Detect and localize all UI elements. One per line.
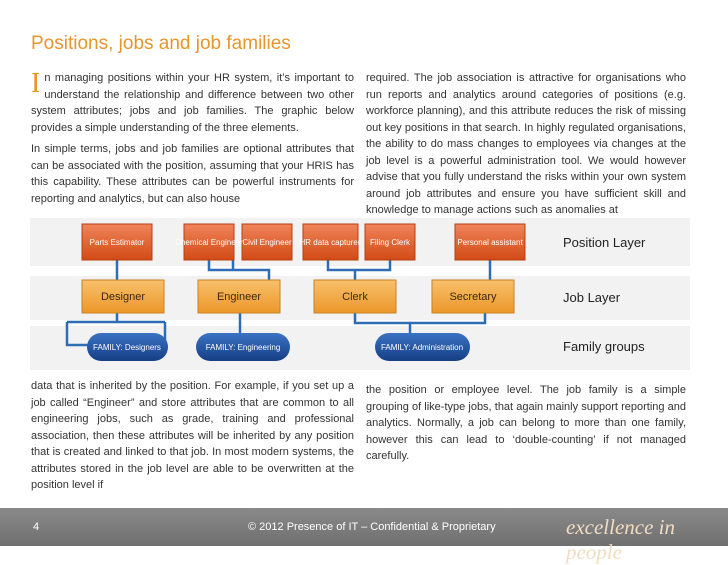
position-label: Civil Engineer: [242, 238, 292, 247]
paragraph: [31, 70, 354, 136]
layer-label-family: Family groups: [563, 339, 645, 354]
position-label: Parts Estimator: [89, 238, 145, 247]
paragraph: required. The job association is attractive for organisations who run reports and analytics around categories of positions (e.g. workforce planning), and this attribute reduces the risk of missing out key positions in that search. In highly regulated organisations, the ability to do mass changes to employees via changes at the job level is a powerful administration tool. We would however advise that you fully understand the risks within your own system around job attributes and ensure you have sufficient skill and knowledge to manage actions such as anomalies at: [366, 72, 686, 216]
page-title: Positions, jobs and job families: [31, 33, 291, 54]
paragraph: data that is inherited by the position. For example, if you set up a job called “Engineer” and store attributes that are common to all engineering jobs, such as grade, training and professional association, then these attributes will be inherited by any position that is created and linked to that job. In most modern systems, the attributes stored in the job level are able to be overwritten at the position level if: [31, 380, 354, 491]
job-label: Clerk: [342, 291, 368, 303]
layer-label-job: Job Layer: [563, 290, 621, 305]
position-job-family-diagram: [30, 218, 690, 370]
position-label: Chemical Engineer: [175, 238, 243, 247]
copyright-notice: © 2012 Presence of IT – Confidential & Proprietary: [248, 521, 496, 533]
drop-cap: I: [31, 68, 41, 99]
paragraph: the position or employee level. The job family is a simple grouping of like-type jobs, that again mainly support reporting and analytics. Normally, a job can belong to more than one family, however this can lead to ‘double-counting’ if not managed carefully.: [366, 384, 686, 462]
job-label: Engineer: [216, 291, 262, 303]
paragraph: In simple terms, jobs and job families are optional attributes that can be associated with the position, assuming that your HRIS has this capability. These attributes can be powerful instruments for reporting and analytics, but can also house: [31, 143, 354, 205]
paragraph-text: n managing positions within your HR system, it’s important to understand the relationship and difference between two other system attributes; jobs and job families. The graphic below provides a simple understanding of the three elements.: [31, 72, 354, 134]
text-column-top-left: [31, 70, 354, 212]
footer-bar: [0, 508, 728, 564]
position-label: Personal assistant: [457, 238, 523, 247]
brand-tagline: excellence in people: [566, 515, 675, 564]
family-label: FAMILY: Engineering: [205, 343, 281, 352]
page-number: 4: [33, 521, 40, 533]
job-label: Designer: [100, 291, 146, 303]
text-column-top-right: [366, 70, 686, 224]
family-label: FAMILY: Designers: [93, 343, 161, 352]
text-column-bottom-left: [31, 378, 354, 499]
job-label: Secretary: [449, 291, 497, 303]
position-label: HR data capturer: [299, 238, 361, 247]
position-label: Filing Clerk: [369, 238, 411, 247]
family-label: FAMILY: Administration: [380, 343, 464, 352]
layer-label-position: Position Layer: [563, 235, 646, 250]
text-column-bottom-right: [366, 382, 686, 470]
